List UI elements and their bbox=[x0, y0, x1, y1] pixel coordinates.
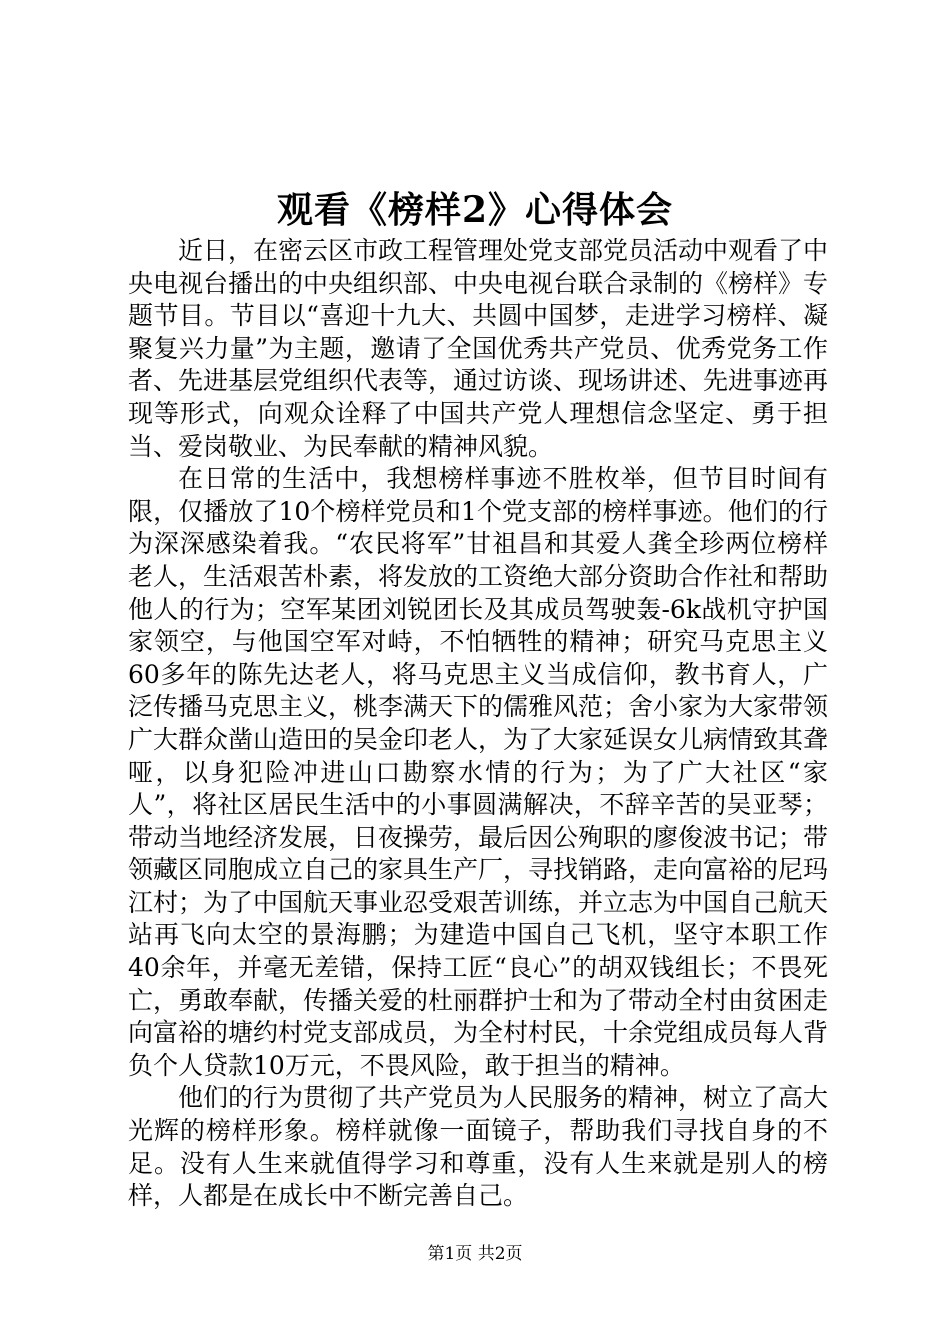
paragraph-3: 他们的行为贯彻了共产党员为人民服务的精神，树立了高大光辉的榜样形象。榜样就像一面镜子，帮助我们寻找自身的不足。没有人生来就值得学习和尊重，没有人生来就是别人的榜样，人都是在成长中不断完善自己。 bbox=[128, 1083, 829, 1211]
document-body bbox=[128, 235, 828, 1213]
document-title: 观看《榜样2》心得体会 bbox=[276, 189, 674, 231]
paragraph-1: 近日，在密云区市政工程管理处党支部党员活动中观看了中央电视台播出的中央组织部、中央电视台联合录制的《榜样》专题节目。节目以“喜迎十九大、共圆中国梦，走进学习榜样、凝聚复兴力量”为主题，邀请了全国优秀共产党员、优秀党务工作者、先进基层党组织代表等，通过访谈、现场讲述、先进事迹再现等形式，向观众诠释了中国共产党人理想信念坚定、勇于担当、爱岗敬业、为民奉献的精神风貌。 bbox=[128, 236, 829, 461]
paragraph-2: 在日常的生活中，我想榜样事迹不胜枚举，但节目时间有限，仅播放了10个榜样党员和1个党支部的榜样事迹。他们的行为深深感染着我。“农民将军”甘祖昌和其爱人龚全珍两位榜样老人，生活艰苦朴素，将发放的工资绝大部分资助合作社和帮助他人的行为；空军某团刘锐团长及其成员驾驶轰-6k战机守护国家领空，与他国空军对峙，不怕牺牲的精神；研究马克思主义60多年的陈先达老人，将马克思主义当成信仰，教书育人，广泛传播马克思主义，桃李满天下的儒雅风范；舍小家为大家带领广大群众凿山造田的吴金印老人，为了大家延误女儿病情致其聋哑，以身犯险冲进山口勘察水情的行为；为了广大社区“家人”，将社区居民生活中的小事圆满解决，不辞辛苦的吴亚琴；带动当地经济发展，日夜操劳，最后因公殉职的廖俊波书记；带领藏区同胞成立自己的家具生产厂，寻找销路，走向富裕的尼玛江村；为了中国航天事业忍受艰苦训练，并立志为中国自己航天站再飞向太空的景海鹏；为建造中国自己飞机，坚守本职工作40余年，并毫无差错，保持工匠“良心”的胡双钱组长；不畏死亡，勇敢奉献，传播关爱的杜丽群护士和为了带动全村由贫困走向富裕的塘约村党支部成员，为全村村民，十余党组成员每人背负个人贷款10万元，不畏风险，敢于担当的精神。 bbox=[128, 464, 829, 1080]
page-number-footer: 第1页 共2页 bbox=[427, 1244, 523, 1264]
